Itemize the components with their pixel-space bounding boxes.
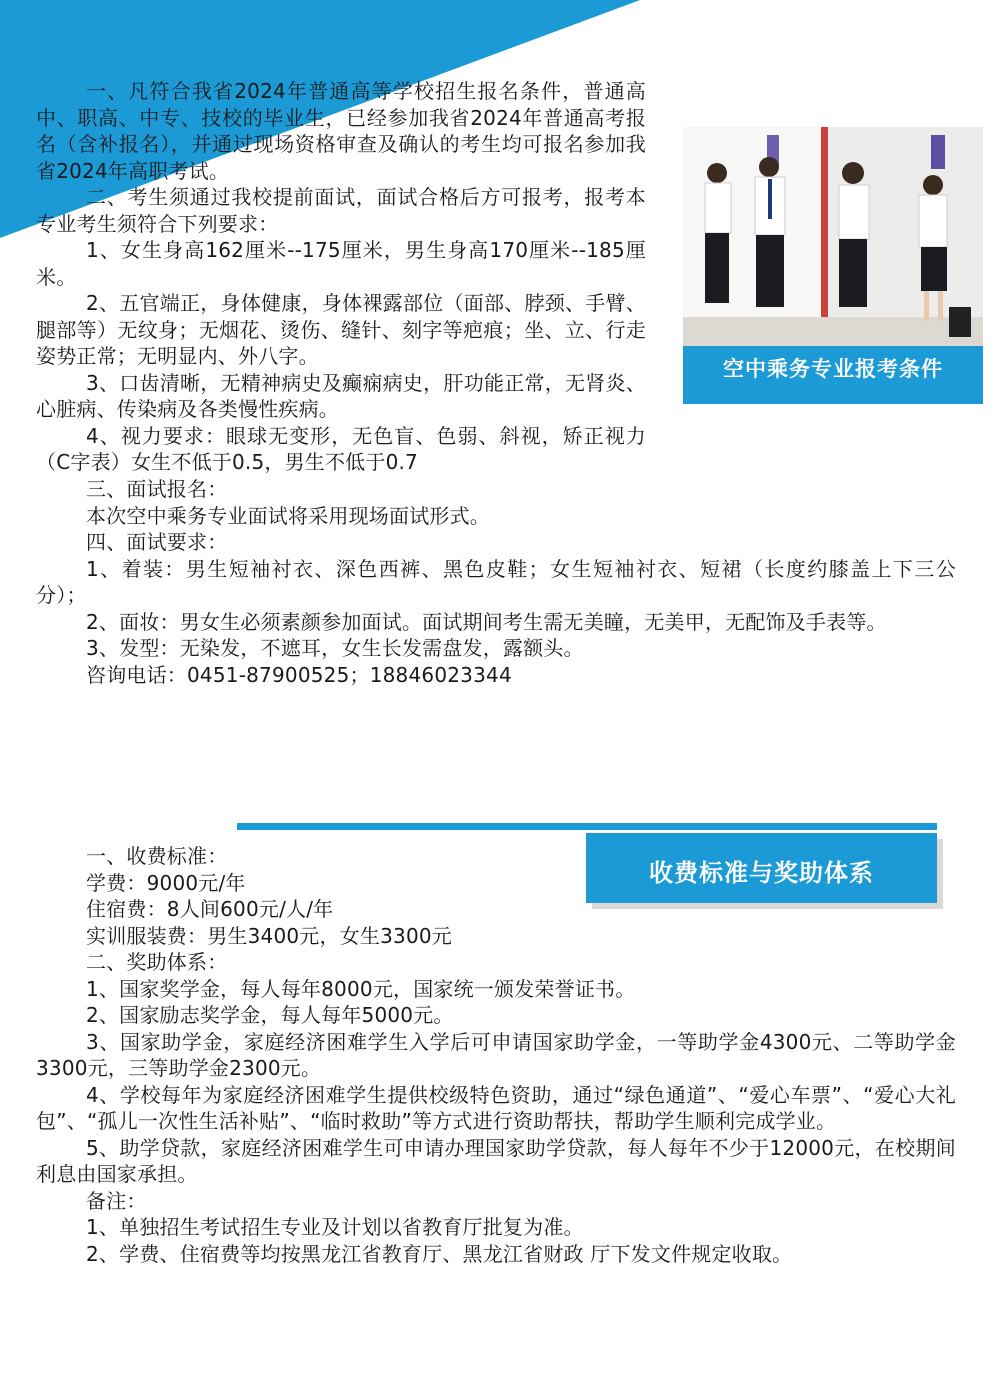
paragraph: 1、单独招生考试招生专业及计划以省教育厅批复为准。	[86, 1215, 584, 1239]
paragraph: 三、面试报名：	[86, 477, 228, 501]
paragraph: 4、视力要求：眼球无变形，无色盲、色弱、斜视，矫正视力（C字表）女生不低于0.5，男生不低于0.7	[36, 423, 646, 474]
paragraph: 一、收费标准：	[86, 844, 228, 868]
paragraph: 3、发型：无染发，不遮耳，女生长发需盘发，露额头。	[86, 636, 584, 660]
paragraph: 2、学费、住宿费等均按黑龙江省教育厅、黑龙江省财政 厅下发文件规定收取。	[86, 1241, 793, 1266]
paragraph: 1、国家奖学金，每人每年8000元，国家统一颁发荣誉证书。	[86, 976, 636, 1001]
paragraph: 二、考生须通过我校提前面试，面试合格后方可报考，报考本专业考生须符合下列要求：	[36, 185, 646, 236]
interview-requirements	[36, 476, 956, 688]
paragraph: 2、面妆：男女生必须素颜参加面试。面试期间考生需无美瞳，无美甲，无配饰及手表等。	[86, 609, 887, 634]
paragraph: 2、五官端正，身体健康，身体裸露部位（面部、脖颈、手臂、腿部等）无纹身；无烟花、烫伤、缝针、刻字等疤痕；坐、立、行走姿势正常；无明显内、外八字。	[36, 291, 646, 368]
fees-and-aid	[36, 843, 956, 1267]
admission-requirements	[36, 78, 646, 476]
paragraph: 本次空中乘务专业面试将采用现场面试形式。	[86, 503, 490, 528]
contact-phone: 咨询电话：0451-87900525；18846023344	[86, 662, 512, 687]
paragraph: 4、学校每年为家庭经济困难学生提供校级特色资助，通过“绿色通道”、“爱心车票”、“爱心大礼包”、“孤儿一次性生活补贴”、“临时救助”等方式进行资助帮扶，帮助学生顺利完成学业。	[36, 1082, 956, 1133]
section-divider	[237, 823, 937, 830]
fees-banner-title: 收费标准与奖助体系	[649, 859, 874, 887]
paragraph: 备注：	[86, 1188, 147, 1213]
paragraph: 1、女生身高162厘米--175厘米，男生身高170厘米--185厘米。	[36, 238, 646, 289]
paragraph: 住宿费：8人间600元/人/年	[86, 897, 334, 921]
photo-caption: 空中乘务专业报考条件	[723, 357, 943, 381]
paragraph: 2、国家励志奖学金，每人每年5000元。	[86, 1003, 454, 1027]
paragraph: 二、奖助体系：	[86, 950, 228, 974]
paragraph: 5、助学贷款，家庭经济困难学生可申请办理国家助学贷款，每人每年不少于12000元，在校期间利息由国家承担。	[36, 1135, 956, 1186]
height-measurement-photo	[683, 127, 983, 346]
paragraph: 1、着装：男生短袖衬衣、深色西裤、黑色皮鞋；女生短袖衬衣、短裙（长度约膝盖上下三公分）；	[36, 556, 956, 607]
paragraph: 一、凡符合我省2024年普通高等学校招生报名条件，普通高中、职高、中专、技校的毕业生，已经参加我省2024年普通高考报名（含补报名），并通过现场资格审查及确认的考生均可报名参加我省2024年高职考试。	[36, 79, 646, 183]
paragraph: 实训服装费：男生3400元，女生3300元	[86, 923, 452, 948]
paragraph: 3、国家助学金，家庭经济困难学生入学后可申请国家助学金，一等助学金4300元、二等助学金3300元，三等助学金2300元。	[36, 1029, 956, 1080]
paragraph: 四、面试要求：	[86, 530, 228, 554]
photo-card	[683, 127, 983, 404]
paragraph: 学费：9000元/年	[86, 870, 246, 895]
paragraph: 3、口齿清晰，无精神病史及癫痫病史，肝功能正常，无肾炎、心脏病、传染病及各类慢性疾病。	[36, 370, 646, 421]
